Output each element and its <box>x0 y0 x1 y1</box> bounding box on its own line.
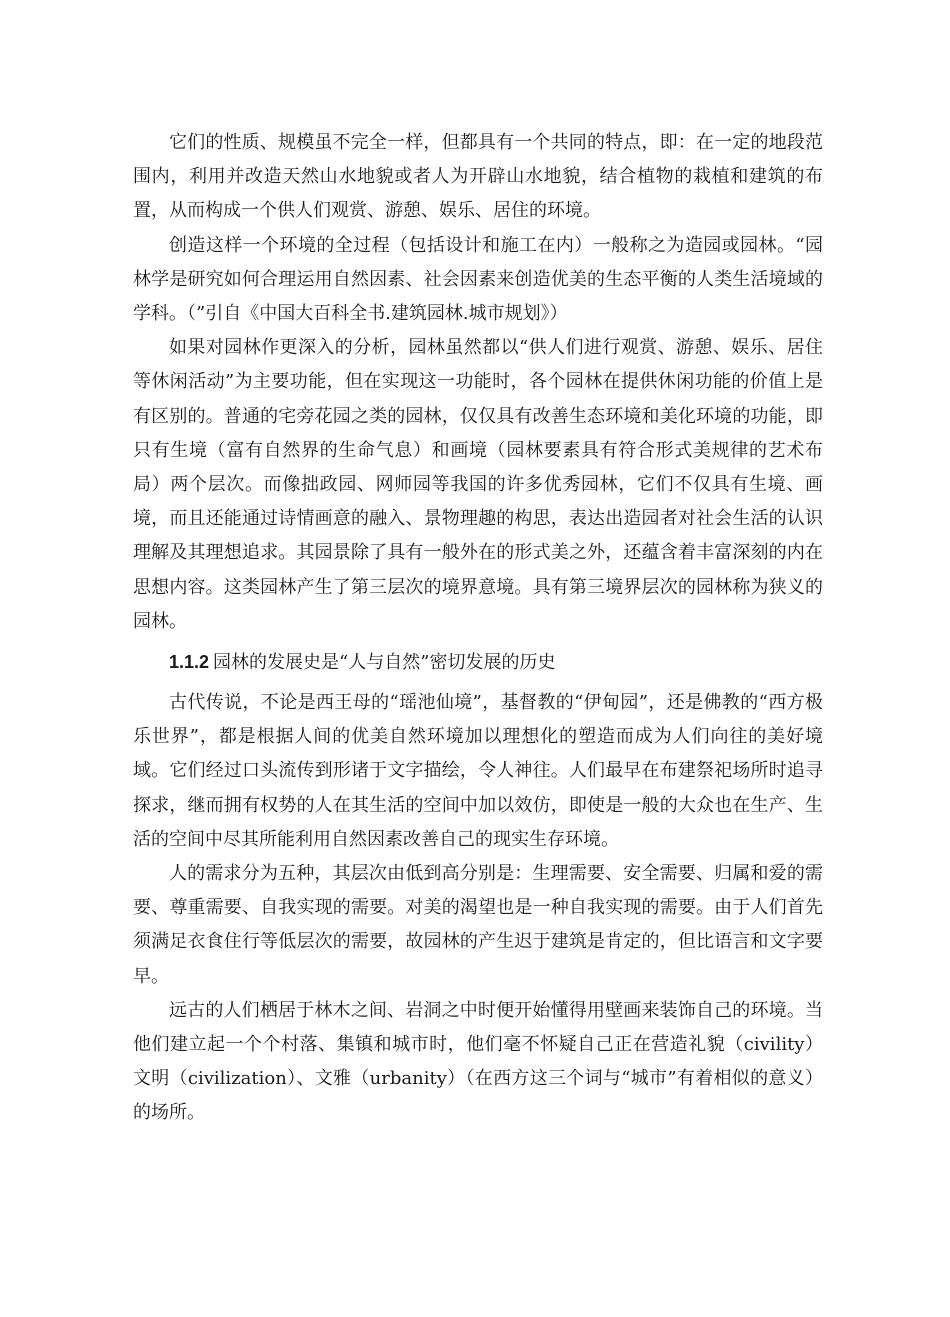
section-title: 园林的发展史是“人与自然”密切发展的历史 <box>213 652 556 674</box>
document-body <box>133 126 823 1131</box>
paragraph: 远古的人们栖居于林木之间、岩洞之中时便开始懂得用壁画来装饰自己的环境。当他们建立起一个个村落、集镇和城市时，他们毫不怀疑自己正在营造礼貌（civility）文明（civilization）、文雅（urbanity）（在西方这三个词与“城市”有着相似的意义）的场所。 <box>133 999 823 1124</box>
paragraph: 如果对园林作更深入的分析，园林虽然都以“供人们进行观赏、游憩、娱乐、居住等休闲活动”为主要功能，但在实现这一功能时，各个园林在提供休闲功能的价值上是有区别的。普通的宅旁花园之类的园林，仅仅具有改善生态环境和美化环境的功能，即只有生境（富有自然界的生命气息）和画境（园林要素具有符合形式美规律的艺术布局）两个层次。而像拙政园、网师园等我国的许多优秀园林，它们不仅具有生境、画境，而且还能通过诗情画意的融入、景物理趣的构思，表达出造园者对社会生活的认识理解及其理想追求。其园景除了具有一般外在的形式美之外，还蕴含着丰富深刻的内在思想内容。这类园林产生了第三层次的境界意境。具有第三境界层次的园林称为狭义的园林。 <box>133 337 823 632</box>
section-heading <box>133 639 823 686</box>
paragraph: 创造这样一个环境的全过程（包括设计和施工在内）一般称之为造园或园林。“园林学是研究如何合理运用自然因素、社会因素来创造优美的生态平衡的人类生活境域的学科。（”引自《中国大百科全书.建筑园林.城市规划》） <box>133 234 823 325</box>
paragraph: 它们的性质、规模虽不完全一样，但都具有一个共同的特点，即：在一定的地段范围内，利用并改造天然山水地貌或者人为开辟山水地貌，结合植物的栽植和建筑的布置，从而构成一个供人们观赏、游憩、娱乐、居住的环境。 <box>133 132 823 222</box>
paragraph: 人的需求分为五种，其层次由低到高分别是：生理需要、安全需要、归属和爱的需要、尊重需要、自我实现的需要。对美的渴望也是一种自我实现的需要。由于人们首先须满足衣食住行等低层次的需要，故园林的产生迟于建筑是肯定的，但比语言和文字要早。 <box>133 863 823 987</box>
paragraph: 古代传说，不论是西王母的“瑶池仙境”，基督教的“伊甸园”，还是佛教的“西方极乐世界”，都是根据人间的优美自然环境加以理想化的塑造而成为人们向往的美好境域。它们经过口头流传到形诸于文字描绘，令人神往。人们最早在布建祭祀场所时追寻探求，继而拥有权势的人在其生活的空间中加以效仿，即使是一般的大众也在生产、生活的空间中尽其所能利用自然因素改善自己的现实生存环境。 <box>133 692 823 850</box>
section-number: 1.1.2 <box>169 652 210 673</box>
